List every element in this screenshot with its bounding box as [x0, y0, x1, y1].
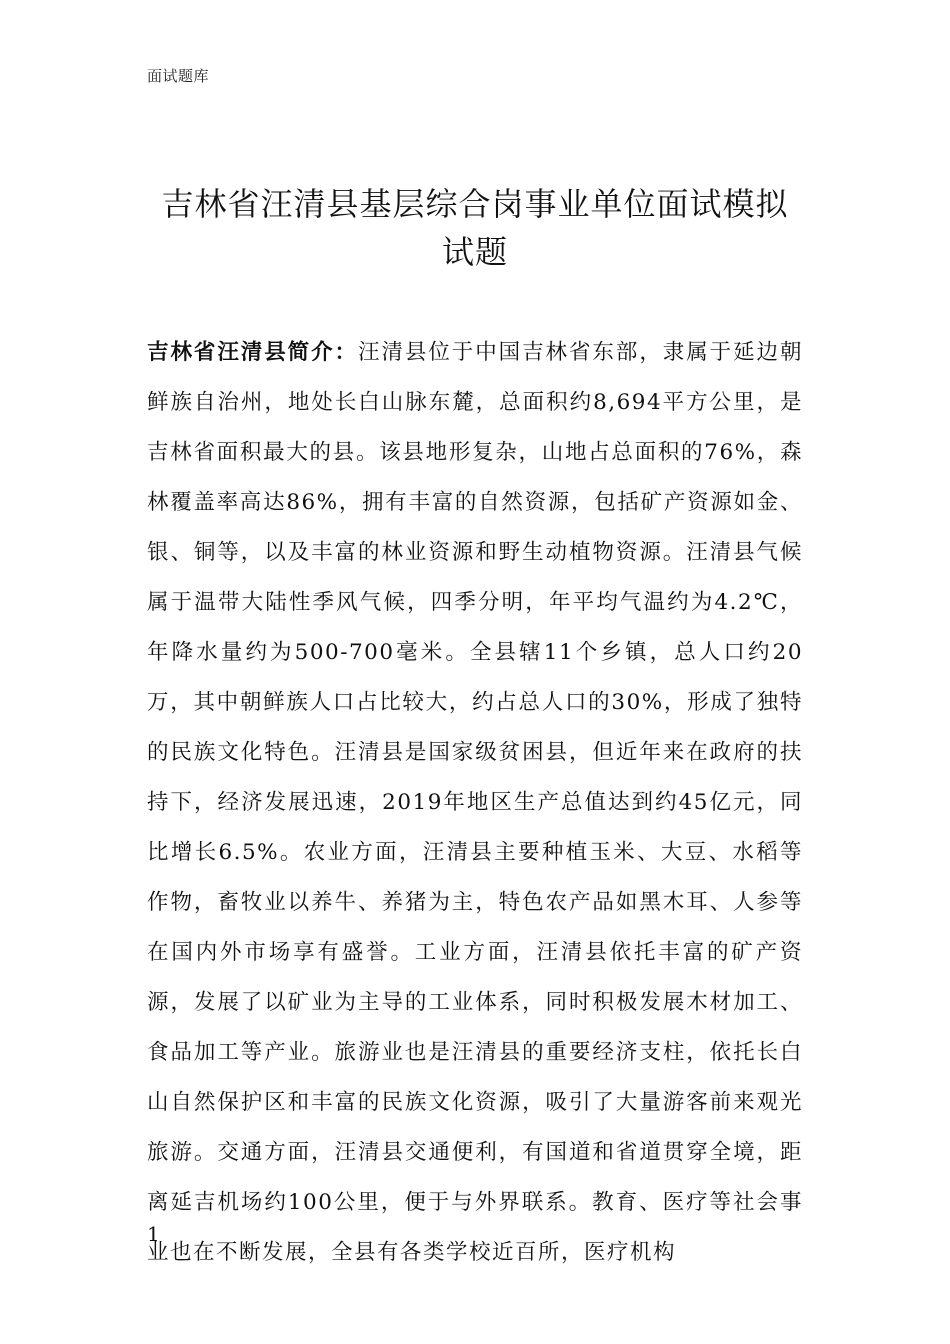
intro-text: 汪清县位于中国吉林省东部，隶属于延边朝鲜族自治州，地处长白山脉东麓，总面积约8,694平方公里，是吉林省面积最大的县。该县地形复杂，山地占总面积的76%，森林覆盖率高达86%，拥有丰富的自然资源，包括矿产资源如金、银、铜等，以及丰富的林业资源和野生动植物资源。汪清县气候属于温带大陆性季风气候，四季分明，年平均气温约为4.2℃，年降水量约为500-700毫米。全县辖11个乡镇，总人口约20万，其中朝鲜族人口占比较大，约占总人口的30%，形成了独特的民族文化特色。汪清县是国家级贫困县，但近年来在政府的扶持下，经济发展迅速，2019年地区生产总值达到约45亿元，同比增长6.5%。农业方面，汪清县主要种植玉米、大豆、水稻等作物，畜牧业以养牛、养猪为主，特色农产品如黑木耳、人参等在国内外市场享有盛誉。工业方面，汪清县依托丰富的矿产资源，发展了以矿业为主导的工业体系，同时积极发展木材加工、食品加工等产业。旅游业也是汪清县的重要经济支柱，依托长白山自然保护区和丰富的民族文化资源，吸引了大量游客前来观光旅游。交通方面，汪清县交通便利，有国道和省道贯穿全境，距离延吉机场约100公里，便于与外界联系。教育、医疗等社会事业也在不断发展，全县有各类学校近百所，医疗机构: [147, 340, 803, 1265]
page-number: 1: [147, 1222, 160, 1246]
document-title: 吉林省汪清县基层综合岗事业单位面试模拟试题: [161, 185, 789, 271]
intro-paragraph: [147, 328, 803, 1278]
page-header: 面试题库: [147, 67, 210, 85]
intro-label: 吉林省汪清县简介：: [147, 340, 358, 365]
